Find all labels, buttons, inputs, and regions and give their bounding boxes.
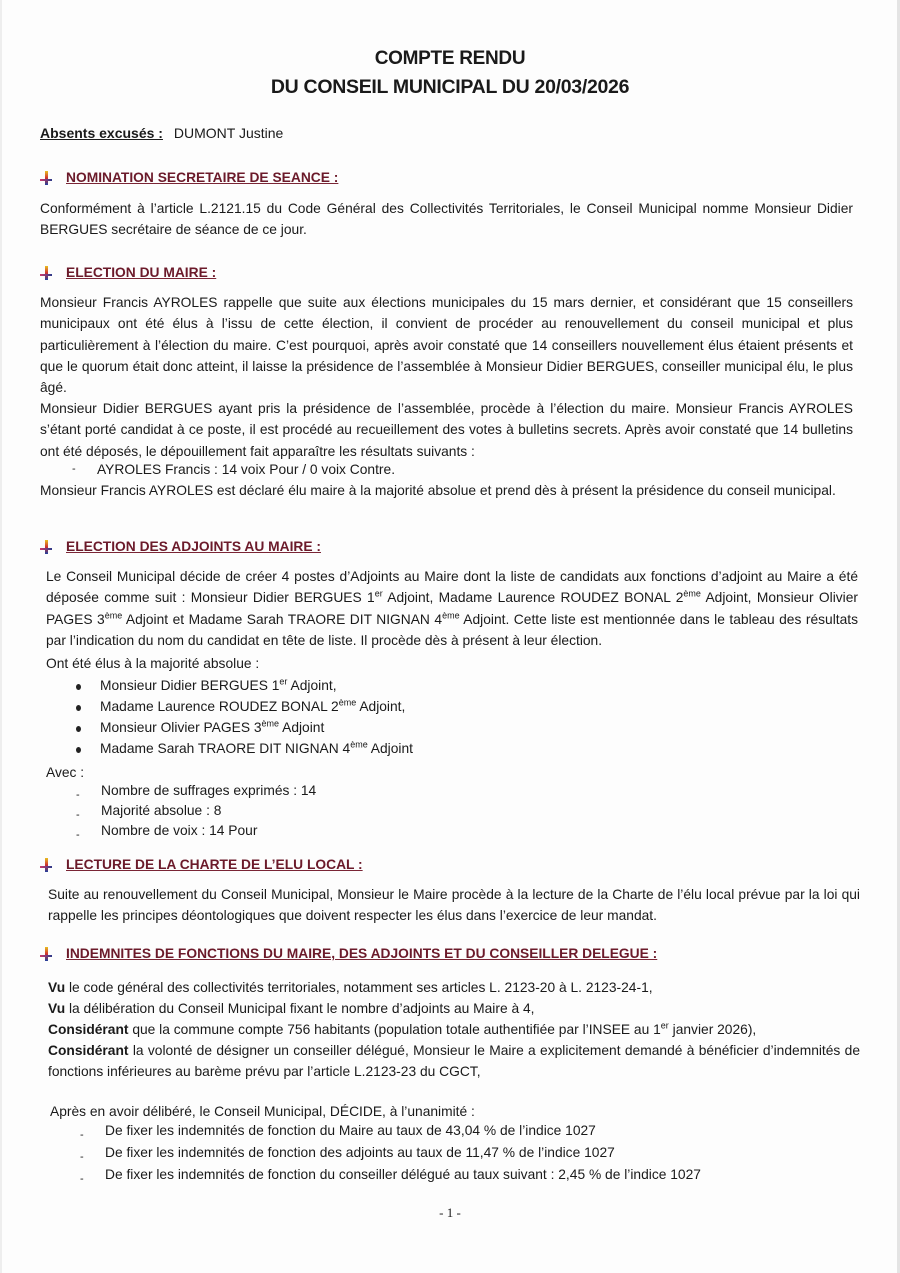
dash-bullet: - [76, 809, 80, 821]
bullet-dot [76, 684, 81, 690]
consideration: Vu le code général des collectivités territoriales, notamment ses articles L. 2123-20 à L. 2123-24-1, [48, 980, 653, 995]
section-heading-secretaire [40, 170, 338, 185]
paragraph: Le Conseil Municipal décide de créer 4 postes d’Adjoints au Maire dont la liste de candidats aux fonctions d’adjoint au Maire a été déposée comme suit : Monsieur Didier BERGUES 1er Adjoint, Madame Laurence ROUDEZ BONAL 2ème Adjoint, Monsieur Olivier PAGES 3ème Adjoint et Madame Sarah TRAORE DIT NIGNAN 4ème Adjoint. Cette liste est mentionnée dans le tableau des résultats par l’indication du nom du candidat en tête de liste. Il procède dès à présent à leur élection. [46, 569, 859, 648]
with-label: Avec : [46, 765, 85, 780]
dash-bullet: - [80, 1151, 84, 1163]
dash-bullet: - [80, 1173, 84, 1185]
elected-item: Monsieur Olivier PAGES 3ème Adjoint [100, 718, 325, 735]
section-heading-election-adjoints [40, 539, 321, 554]
pin-plus-icon [40, 947, 52, 961]
section-heading-text: LECTURE DE LA CHARTE DE L’ELU LOCAL : [66, 857, 363, 872]
elected-item: Madame Sarah TRAORE DIT NIGNAN 4ème Adjoint [100, 739, 413, 756]
elected-intro: Ont été élus à la majorité absolue : [46, 656, 260, 671]
absents-row [40, 125, 283, 141]
vote-result: AYROLES Francis : 14 voix Pour / 0 voix Contre. [97, 462, 396, 477]
section-heading-text: ELECTION DU MAIRE : [66, 265, 217, 280]
dash-bullet: - [72, 463, 76, 475]
elected-item: Madame Laurence ROUDEZ BONAL 2ème Adjoint, [100, 697, 406, 714]
bullet-dot [76, 705, 81, 711]
paragraph: Suite au renouvellement du Conseil Municipal, Monsieur le Maire procède à la lecture de la Charte de l’élu local prévue par la loi qui rappelle les principes déontologiques que doivent respecter les élus dans l’exercice de leur mandat. [48, 887, 860, 924]
pin-plus-icon [40, 858, 52, 872]
consideration: Considérant que la commune compte 756 habitants (population totale authentifiée par l’INSEE au 1er janvier 2026), [48, 1020, 757, 1037]
decision-item: De fixer les indemnités de fonction des adjoints au taux de 11,47 % de l’indice 1027 [105, 1145, 615, 1160]
bullet-dot [76, 747, 81, 753]
stat-item: Nombre de suffrages exprimés : 14 [101, 783, 317, 798]
consideration: Considérant la volonté de désigner un conseiller délégué, Monsieur le Maire a explicitement demandé à bénéficier d’indemnités de fonctions inférieures au barème prévu par l’article L.2123-23 du CGCT, [48, 1043, 860, 1080]
section-heading-election-maire [40, 265, 216, 280]
absents-label: Absents excusés : [40, 125, 163, 141]
dash-bullet: - [80, 1129, 84, 1141]
section-heading-indemnites [40, 946, 657, 961]
dash-bullet: - [76, 829, 80, 841]
pin-plus-icon [40, 540, 52, 554]
document-title: COMPTE RENDU [374, 48, 526, 69]
stat-item: Nombre de voix : 14 Pour [101, 823, 258, 838]
dash-bullet: - [76, 789, 80, 801]
decision-item: De fixer les indemnités de fonction du Maire au taux de 43,04 % de l’indice 1027 [105, 1123, 596, 1138]
consideration: Vu la délibération du Conseil Municipal fixant le nombre d’adjoints au Maire à 4, [48, 1001, 535, 1016]
absents-value: DUMONT Justine [173, 125, 284, 141]
document-subtitle: DU CONSEIL MUNICIPAL DU 20/03/2026 [270, 76, 630, 98]
section-heading-text: NOMINATION SECRETAIRE DE SEANCE : [66, 170, 339, 185]
stat-item: Majorité absolue : 8 [101, 803, 222, 818]
paragraph: Monsieur Francis AYROLES est déclaré élu maire à la majorité absolue et prend dès à présent la présidence du conseil municipal. [40, 483, 836, 498]
pin-plus-icon [40, 171, 52, 185]
section-heading-charte [40, 857, 363, 872]
paragraph: Conformément à l’article L.2121.15 du Code Général des Collectivités Territoriales, le Conseil Municipal nomme Monsieur Didier BERGUES secrétaire de séance de ce jour. [40, 201, 853, 238]
scan-edge-left [0, 0, 2, 1273]
elected-item: Monsieur Didier BERGUES 1er Adjoint, [100, 676, 337, 693]
bullet-dot [76, 726, 81, 732]
pin-plus-icon [40, 266, 52, 280]
paragraph: Monsieur Didier BERGUES ayant pris la présidence de l’assemblée, procède à l’élection du maire. Monsieur Francis AYROLES s’étant porté candidat à ce poste, il est procédé au recueillement des votes à bulletins secrets. Après avoir constaté que 14 bulletins ont été déposés, le dépouillement fait apparaître les résultats suivants : [40, 401, 853, 459]
section-heading-text: INDEMNITES DE FONCTIONS DU MAIRE, DES ADJOINTS ET DU CONSEILLER DELEGUE : [66, 946, 658, 961]
decision-intro: Après en avoir délibéré, le Conseil Municipal, DÉCIDE, à l’unanimité : [50, 1104, 475, 1119]
page-number: - 1 - [439, 1205, 461, 1220]
paragraph: Monsieur Francis AYROLES rappelle que suite aux élections municipales du 15 mars dernier, et considérant que 15 conseillers municipaux ont été élus à l’issu de cette élection, il convient de procéder au renouvellement du conseil municipal et plus particulièrement à l’élection du maire. C’est pourquoi, après avoir constaté que 14 conseillers nouvellement élus étaient présents et que le quorum était donc atteint, il laisse la présidence de l’assemblée à Monsieur Didier BERGUES, conseiller municipal élu, le plus âgé. [40, 295, 853, 396]
decision-item: De fixer les indemnités de fonction du conseiller délégué au taux suivant : 2,45 % de l’indice 1027 [105, 1167, 701, 1182]
section-heading-text: ELECTION DES ADJOINTS AU MAIRE : [66, 539, 321, 554]
